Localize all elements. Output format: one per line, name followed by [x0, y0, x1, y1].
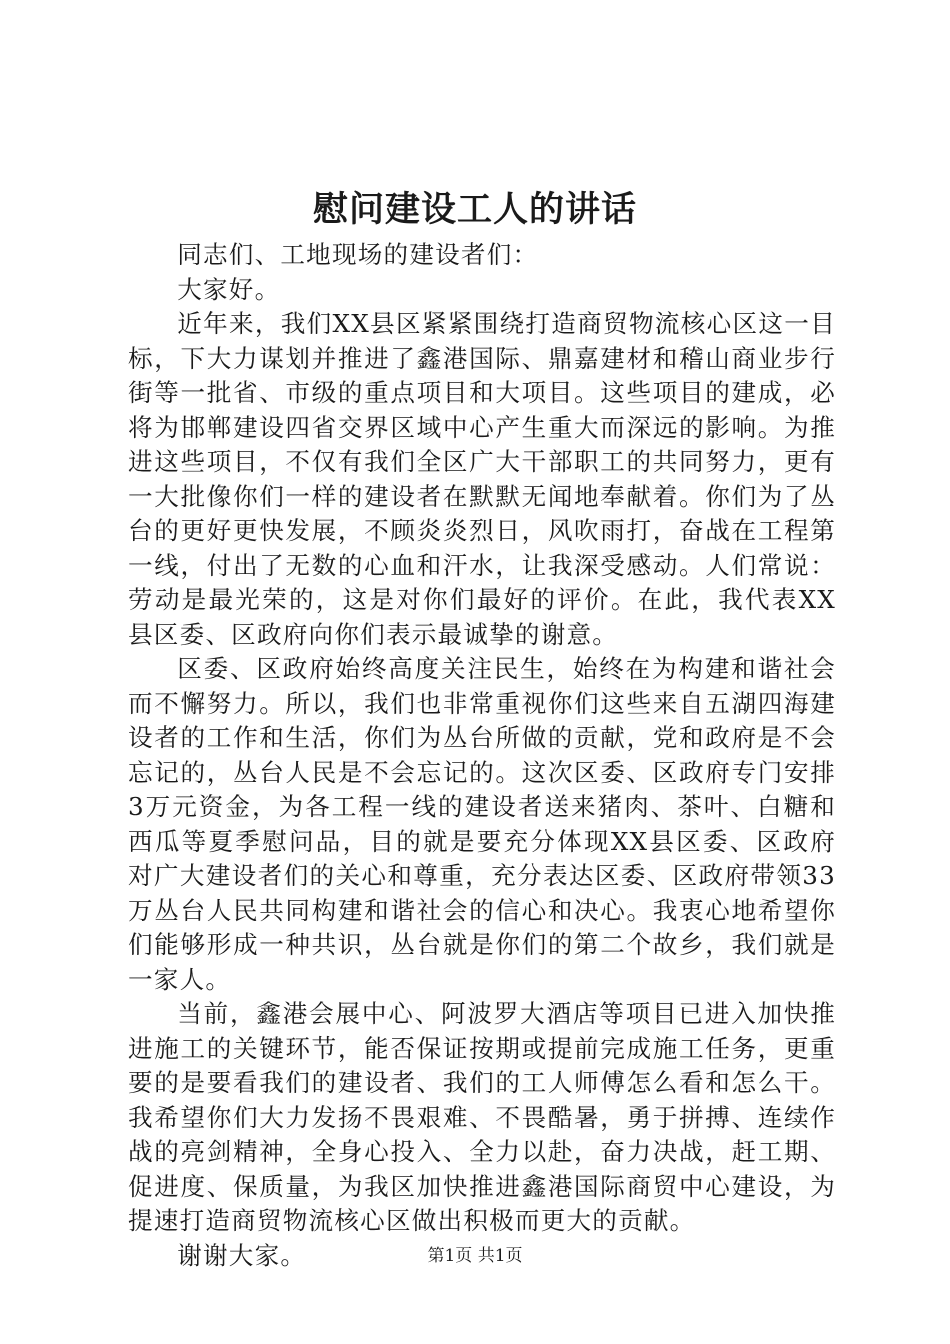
- paragraph: 区委、区政府始终高度关注民生，始终在为构建和谐社会而不懈努力。所以，我们也非常重视你们这些来自五湖四海建设者的工作和生活，你们为丛台所做的贡献，党和政府是不会忘记的，丛台人民是不会忘记的。这次区委、区政府专门安排3万元资金，为各工程一线的建设者送来猪肉、茶叶、白糖和西瓜等夏季慰问品，目的就是要充分体现XX县区委、区政府对广大建设者们的关心和尊重，充分表达区委、区政府带领33万丛台人民共同构建和谐社会的信心和决心。我衷心地希望你们能够形成一种共识，丛台就是你们的第二个故乡，我们就是一家人。: [128, 654, 836, 994]
- page-number: 第1页 共1页: [427, 1246, 523, 1266]
- closing: 谢谢大家。: [177, 1240, 307, 1270]
- document-title: 慰问建设工人的讲话: [312, 189, 637, 230]
- paragraph: 近年来，我们XX县区紧紧围绕打造商贸物流核心区这一目标，下大力谋划并推进了鑫港国际、鼎嘉建材和稽山商业步行街等一批省、市级的重点项目和大项目。这些项目的建成，必将为邯郸建设四省交界区域中心产生重大而深远的影响。为推进这些项目，不仅有我们全区广大干部职工的共同努力，更有一大批像你们一样的建设者在默默无闻地奉献着。你们为了丛台的更好更快发展，不顾炎炎烈日，风吹雨打，奋战在工程第一线，付出了无数的心血和汗水，让我深受感动。人们常说：劳动是最光荣的，这是对你们最好的评价。在此，我代表XX县区委、区政府向你们表示最诚挚的谢意。: [128, 309, 836, 649]
- document-body: [128, 238, 836, 1273]
- paragraph: 当前，鑫港会展中心、阿波罗大酒店等项目已进入加快推进施工的关键环节，能否保证按期或提前完成施工任务，更重要的是要看我们的建设者、我们的工人师傅怎么看和怎么干。我希望你们大力发扬不畏艰难、不畏酷暑，勇于拼搏、连续作战的亮剑精神，全身心投入、全力以赴，奋力决战，赶工期、促进度、保质量，为我区加快推进鑫港国际商贸中心建设，为提速打造商贸物流核心区做出积极而更大的贡献。: [128, 999, 836, 1235]
- salutation: 同志们、工地现场的建设者们：: [177, 240, 539, 269]
- greeting: 大家好。: [177, 274, 281, 304]
